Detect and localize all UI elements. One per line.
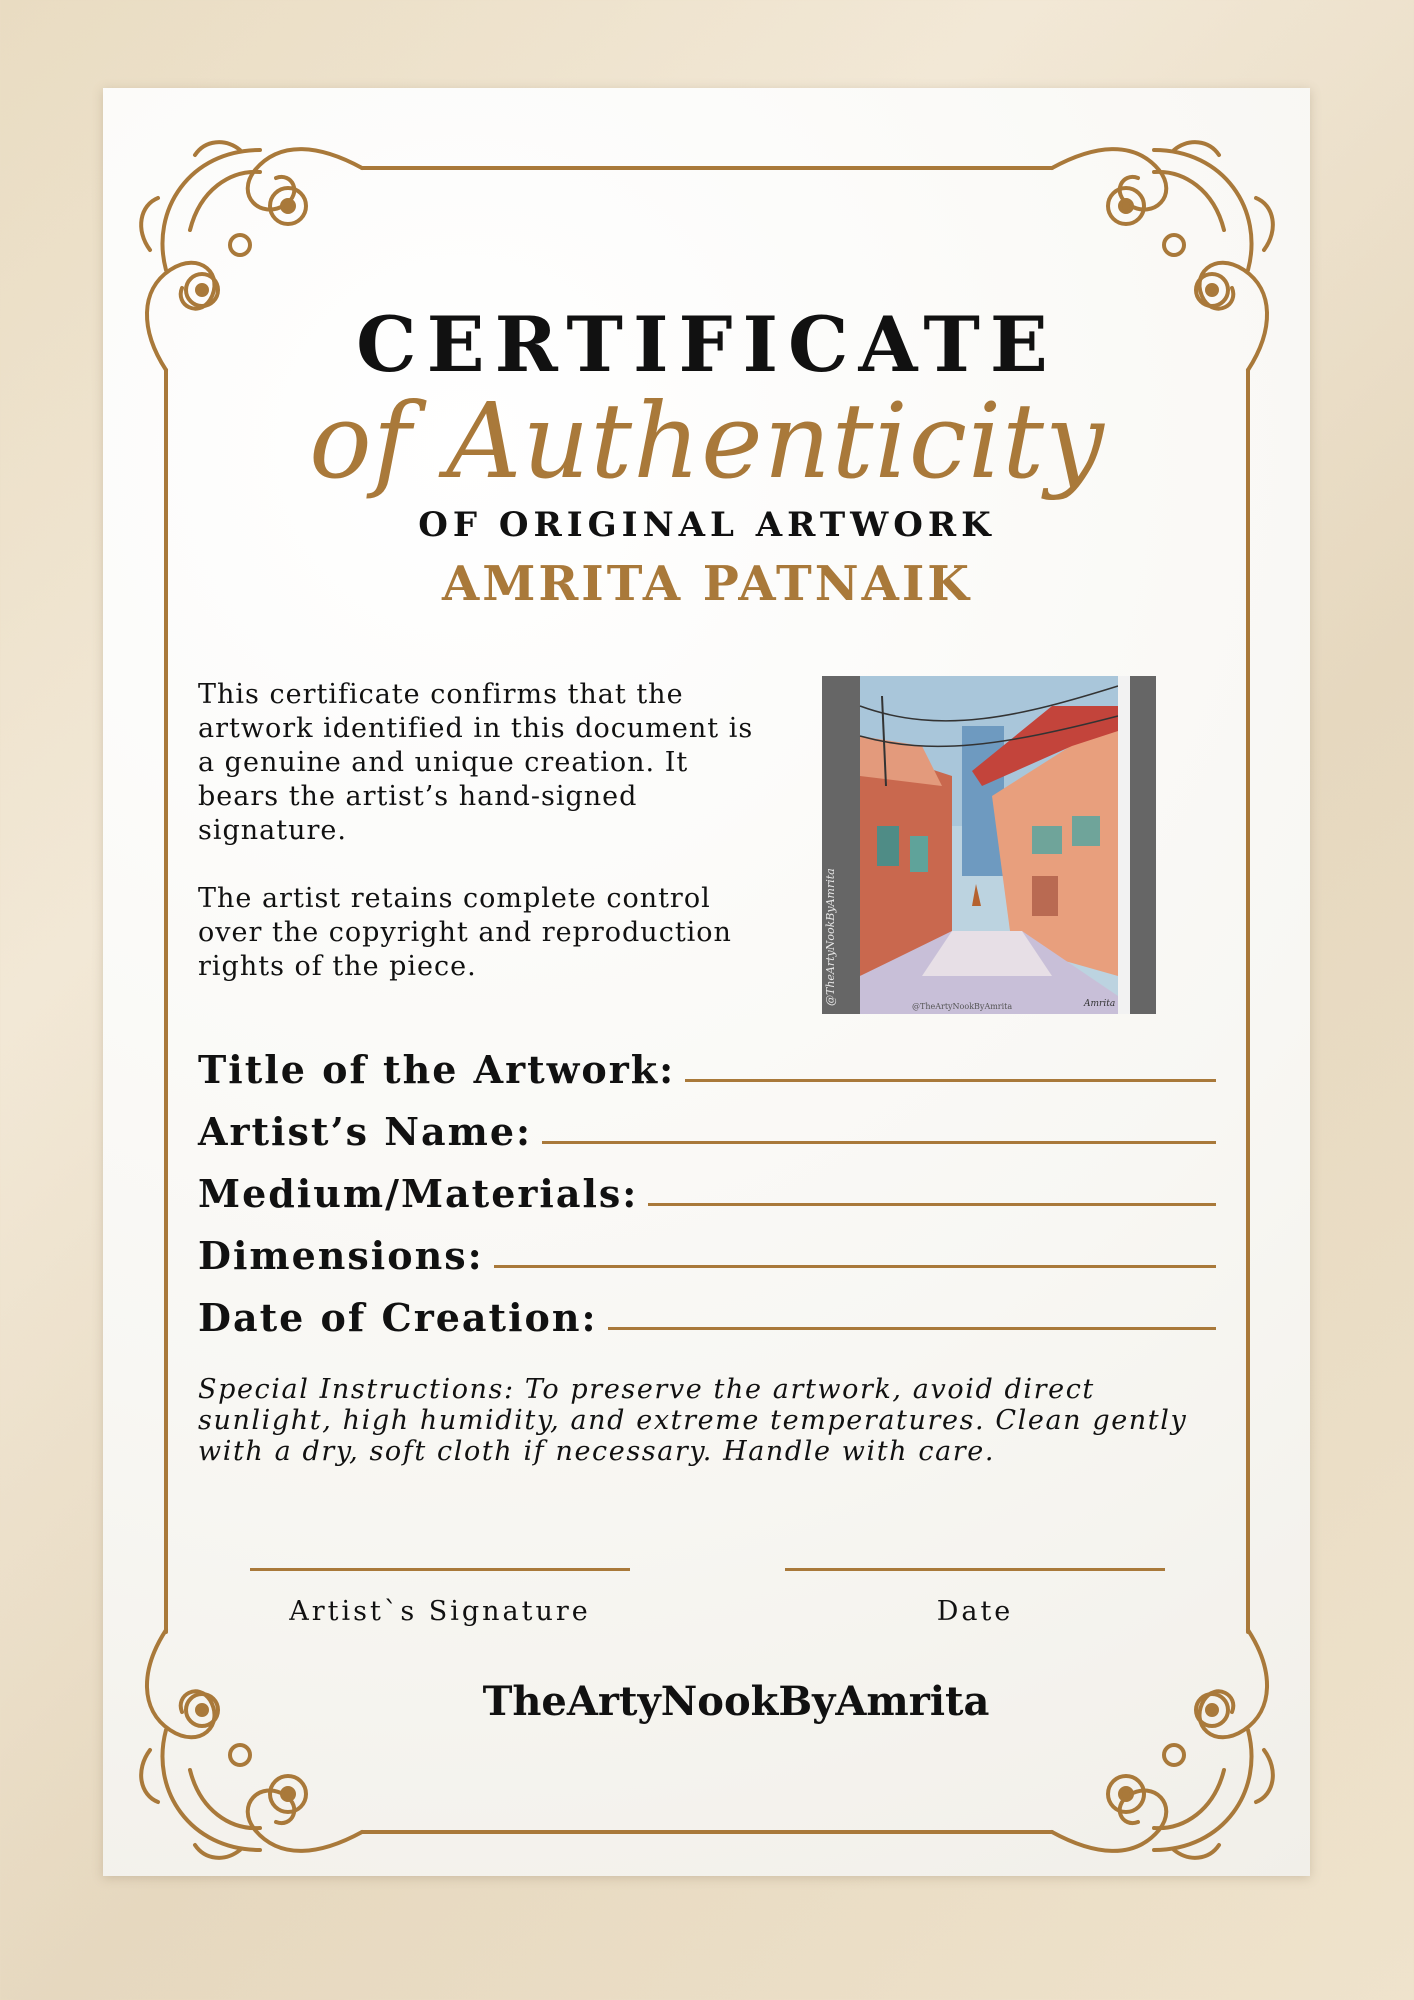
intro-paragraph-1: This certificate confirms that the artwork identified in this document is a genuine and unique creation. It bears the artist’s hand-signed signature. xyxy=(198,679,754,846)
photo-corner-signature: Amrita xyxy=(1084,999,1116,1009)
field-dimensions xyxy=(198,1216,1216,1278)
field-artist-input-line[interactable] xyxy=(542,1141,1216,1144)
date-signature-line[interactable] xyxy=(785,1568,1165,1571)
field-artist-name xyxy=(198,1092,1216,1154)
field-date-of-creation xyxy=(198,1278,1216,1340)
artist-signature-line[interactable] xyxy=(250,1568,630,1571)
field-medium-materials xyxy=(198,1154,1216,1216)
intro-paragraph-2: The artist retains complete control over the copyright and reproduction rights of the piece. xyxy=(198,883,732,982)
field-label: Artist’s Name: xyxy=(198,1109,533,1154)
artist-signature-label: Artist`s Signature xyxy=(289,1596,591,1627)
field-label: Dimensions: xyxy=(198,1233,484,1278)
photo-side-watermark: @TheArtyNookByAmrita xyxy=(824,868,837,1006)
artwork-photo xyxy=(822,676,1156,1014)
field-title-input-line[interactable] xyxy=(685,1079,1216,1082)
field-medium-input-line[interactable] xyxy=(648,1203,1216,1206)
certificate-title: CERTIFICATE xyxy=(356,300,1058,389)
photo-bottom-watermark: @TheArtyNookByAmrita xyxy=(912,1002,1013,1011)
field-label: Title of the Artwork: xyxy=(198,1047,676,1092)
field-label: Date of Creation: xyxy=(198,1295,598,1340)
artwork-details-form xyxy=(198,1030,1216,1340)
artist-name-heading: AMRITA PATNAIK xyxy=(442,556,972,612)
special-instructions: Special Instructions: To preserve the artwork, avoid direct sunlight, high humidity, and extreme temperatures. Clean gently with a dry, soft cloth if necessary. Handle with care. xyxy=(198,1374,1188,1467)
field-label: Medium/Materials: xyxy=(198,1171,639,1216)
field-title-of-artwork xyxy=(198,1030,1216,1092)
date-signature-label: Date xyxy=(936,1596,1014,1627)
certificate-subtitle: OF ORIGINAL ARTWORK xyxy=(418,505,996,545)
field-dimensions-input-line[interactable] xyxy=(494,1265,1216,1268)
certificate-script-line: of Authenticity xyxy=(309,380,1105,502)
field-date-input-line[interactable] xyxy=(608,1327,1216,1330)
brand-name: TheArtyNookByAmrita xyxy=(482,1678,990,1725)
